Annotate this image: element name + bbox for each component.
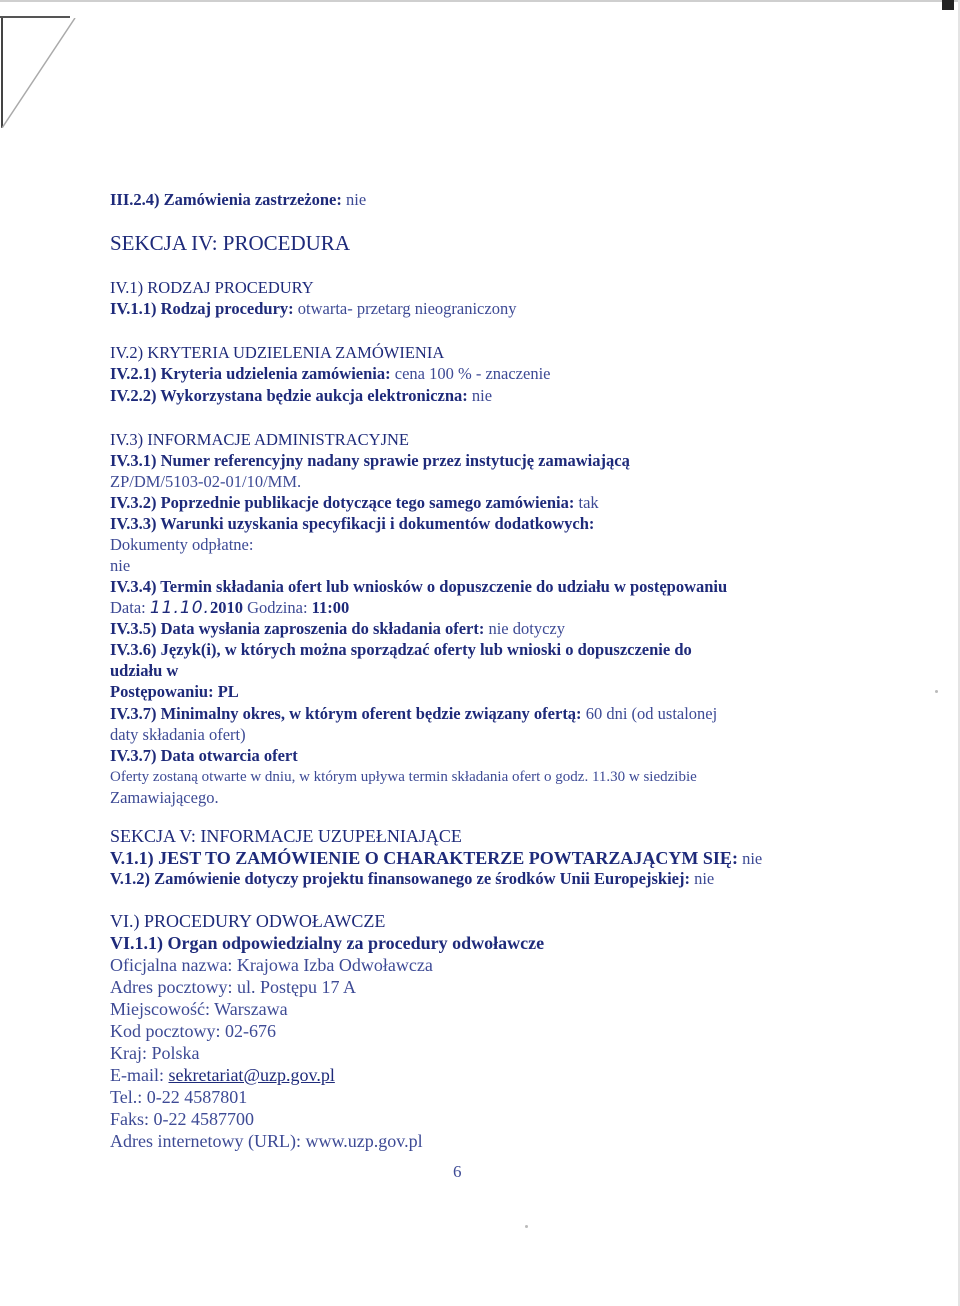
field-value: otwarta- przetarg nieograniczony [297, 299, 517, 318]
heading-kryteria: IV.2) KRYTERIA UDZIELENIA ZAMÓWIENIA [110, 343, 445, 362]
field-value: 60 dni (od ustalonej [585, 704, 718, 723]
line-zamawiajacego: Zamawiającego. [110, 788, 219, 807]
folded-corner-shadow [0, 18, 80, 128]
handwritten-date: 11.10. [149, 598, 210, 618]
heading-informacje-administracyjne: IV.3) INFORMACJE ADMINISTRACYJNE [110, 430, 410, 449]
field-label: V.1.1) JEST TO ZAMÓWIENIE O CHARAKTERZE POWTARZAJĄCYM SIĘ: [110, 848, 738, 868]
email-label: E-mail: [110, 1065, 164, 1085]
field-value: nie [742, 849, 763, 868]
line-numer-referencyjny: IV.3.1) Numer referencyjny nadany sprawie przez instytucję zamawiającą [110, 451, 630, 470]
line-jezyki-cont: udziału w [110, 661, 179, 680]
line-dokumenty-odplatne: Dokumenty odpłatne: [110, 535, 254, 554]
field-value: nie dotyczy [488, 619, 565, 638]
line-organ: VI.1.1) Organ odpowiedzialny za procedury odwoławcze [110, 933, 545, 953]
field-label: IV.2.1) Kryteria udzielenia zamówienia: [110, 364, 391, 383]
line-postepowaniu: Postępowaniu: PL [110, 682, 239, 701]
line-rodzaj-procedury [110, 299, 516, 319]
field-label: IV.3.2) Poprzednie publikacje dotyczące tego samego zamówienia: [110, 493, 575, 512]
line-zamowienia-zastrzezone [110, 190, 366, 210]
line-email [110, 1065, 335, 1085]
heading-rodzaj-procedury: IV.1) RODZAJ PROCEDURY [110, 278, 314, 297]
section-title-iv: SEKCJA IV: PROCEDURA [110, 231, 350, 255]
section-title-vi: VI.) PROCEDURY ODWOŁAWCZE [110, 911, 386, 931]
field-label: IV.3.5) Data wysłania zaproszenia do składania ofert: [110, 619, 485, 638]
line-tel: Tel.: 0-22 4587801 [110, 1087, 248, 1107]
line-kraj: Kraj: Polska [110, 1043, 200, 1063]
field-value: tak [578, 493, 599, 512]
date-label: Data: [110, 598, 146, 617]
field-label: IV.1.1) Rodzaj procedury: [110, 299, 294, 318]
scan-corner-mark [942, 0, 954, 10]
line-adres-pocztowy: Adres pocztowy: ul. Postępu 17 A [110, 977, 356, 997]
field-label: IV.3.7) Minimalny okres, w którym oferent będzie związany ofertą: [110, 704, 582, 723]
line-powtarzajacy [110, 848, 762, 869]
line-kod-pocztowy: Kod pocztowy: 02-676 [110, 1021, 276, 1041]
field-label: V.1.2) Zamówienie dotyczy projektu finansowanego ze środków Unii Europejskiej: [110, 869, 690, 888]
section-title-v: SEKCJA V: INFORMACJE UZUPEŁNIAJĄCE [110, 826, 462, 846]
reference-number: ZP/DM/5103-02-01/10/MM. [110, 472, 302, 491]
page-number: 6 [453, 1162, 462, 1181]
line-faks: Faks: 0-22 4587700 [110, 1109, 254, 1129]
line-url: Adres internetowy (URL): www.uzp.gov.pl [110, 1131, 423, 1151]
scan-speck [935, 690, 938, 693]
line-data-otwarcia: IV.3.7) Data otwarcia ofert [110, 746, 298, 765]
time-value: 11:00 [311, 598, 350, 617]
line-aukcja [110, 386, 492, 406]
line-data-zaproszenia [110, 619, 565, 639]
field-label: III.2.4) Zamówienia zastrzeżone: [110, 190, 342, 209]
line-termin-skladania: IV.3.4) Termin składania ofert lub wniosków o dopuszczenie do udziału w postępowaniu [110, 577, 728, 596]
scan-speck [525, 1225, 528, 1228]
line-oferty-otwarte: Oferty zostaną otwarte w dniu, w którym upływa termin składania ofert o godz. 11.30 w siedzibie [110, 769, 697, 785]
line-kryteria [110, 364, 551, 384]
field-value: cena 100 % - znaczenie [394, 364, 551, 383]
line-minimalny-okres [110, 704, 717, 724]
line-jezyki: IV.3.6) Język(i), w których można sporządzać oferty lub wnioski o dopuszczenie do [110, 640, 692, 659]
scan-edge-top [0, 0, 960, 2]
field-value: nie [694, 869, 715, 888]
line-data-godzina [110, 598, 349, 618]
line-oficjalna-nazwa: Oficjalna nazwa: Krajowa Izba Odwoławcza [110, 955, 433, 975]
field-value: nie [346, 190, 367, 209]
line-miejscowosc: Miejscowość: Warszawa [110, 999, 288, 1019]
date-year: 2010 [209, 598, 243, 617]
line-minimalny-okres-cont: daty składania ofert) [110, 725, 246, 744]
email-link[interactable]: sekretariat@uzp.gov.pl [168, 1065, 335, 1085]
line-projekt-ue [110, 869, 714, 889]
field-value: nie [471, 386, 493, 405]
time-label: Godzina: [247, 598, 308, 617]
line-dokumenty-value: nie [110, 556, 131, 575]
line-poprzednie-publikacje [110, 493, 599, 513]
line-warunki-specyfikacji: IV.3.3) Warunki uzyskania specyfikacji i dokumentów dodatkowych: [110, 514, 595, 533]
field-label: IV.2.2) Wykorzystana będzie aukcja elektroniczna: [110, 386, 468, 405]
